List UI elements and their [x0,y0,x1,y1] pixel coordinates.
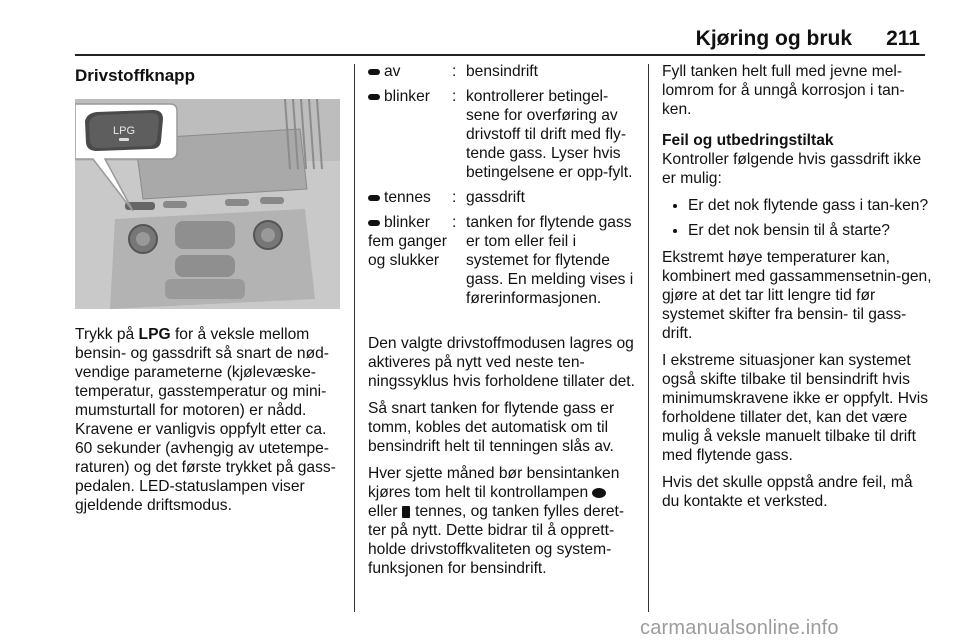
subheading-faults: Feil og utbedringstiltak [662,132,834,149]
page-header [0,0,960,56]
list-item: • Er det nok flytende gass i tan-ken? [688,196,932,215]
lpg-label: LPG [138,326,171,343]
led-status-table [368,62,638,314]
led-icon [368,69,380,75]
fuel-pump-icon [402,506,410,518]
heading-fuel-button: Drivstoffknapp [75,66,195,85]
led-icon [368,195,380,201]
paragraph-high-temp: Ekstremt høye temperaturer kan, kombinert med gassammensetnin-gen, gjøre at det tar litt lengre tid før systemet skifter fra bensin- til gass-drift. [662,249,932,342]
paragraph-workshop: Hvis det skulle oppstå andre feil, må du kontakte et verksted. [662,474,913,510]
column-3 [662,62,932,519]
paragraph-fill-tank: Fyll tanken helt full med jevne mel-lomrom for å unngå korrosjon i tan-ken. [662,63,905,118]
paragraph-mode-saved: Den valgte drivstoffmodusen lagres og aktiveres på nytt ved neste ten-ningssyklus hvis forholdene tillater det. [368,335,635,390]
led-icon [368,220,380,226]
checklist [662,196,932,240]
header-rule [75,54,925,56]
led-row-flash-five: blinker fem ganger og slukker : tanken for flytende gass er tom eller feil i systemet for flytende gass. En melding vises i førerinformasjonen. [368,214,634,307]
column-divider-2 [648,64,649,612]
section-title: Kjøring og bruk [695,27,852,50]
paragraph-extreme: I ekstreme situasjoner kan systemet også skifte tilbake til bensindrift hvis minimumskravene ikke er oppfylt. Hvis forholdene tillater det, kan det være mulig å veksle manuelt tilbake til drift med flytende gass. [662,352,929,464]
dashboard-illustration [75,99,340,309]
fuel-warning-lamp-icon [592,488,606,498]
page-number: 211 [886,27,920,50]
paragraph-lpg-switch: Trykk på LPG for å veksle mellom bensin- og gassdrift så snart de nød-vendige parameterne (kjølevæske-temperatur, gasstemperatur og mini-mumsturtall for motoren) er nådd. Kravene er vanligvis oppfylt etter ca. 60 sekunder (avhengig av utetempe-raturen) og det første trykket på gass-pedalen. LED-statuslampen viser gjeldende driftsmodus. [75,326,336,514]
paragraph-check: Kontroller følgende hvis gassdrift ikke er mulig: [662,151,922,187]
paragraph-six-months: Hver sjette måned bør bensintanken kjøres tom helt til kontrollampen eller tennes, og tanken fylles deret-ter på nytt. Dette bidrar til å opprett-holde drivstoffkvaliteten og system-funksjonen for bensindrift. [368,465,625,577]
dashboard-drawing [75,99,340,309]
column-divider-1 [354,64,355,612]
led-row-on: tennes : gassdrift [368,188,638,213]
led-row-flashing: blinker : kontrollerer betingel-sene for overføring av drivstoff til drift med fly-tende gass. Lyser hvis betingelsene er opp-fylt. [368,87,638,188]
paragraph-auto-switch: Så snart tanken for flytende gass er tomm, kobles det automatisk om til bensindrift helt til tenningen slås av. [368,400,615,455]
lpg-button-label: LPG [112,125,136,137]
column-1 [75,62,345,523]
column-2 [368,62,638,586]
led-row-off: av : bensindrift [368,62,638,87]
watermark: carmanualsonline.info [640,617,839,639]
list-item: • Er det nok bensin til å starte? [688,221,932,240]
led-icon [368,94,380,100]
